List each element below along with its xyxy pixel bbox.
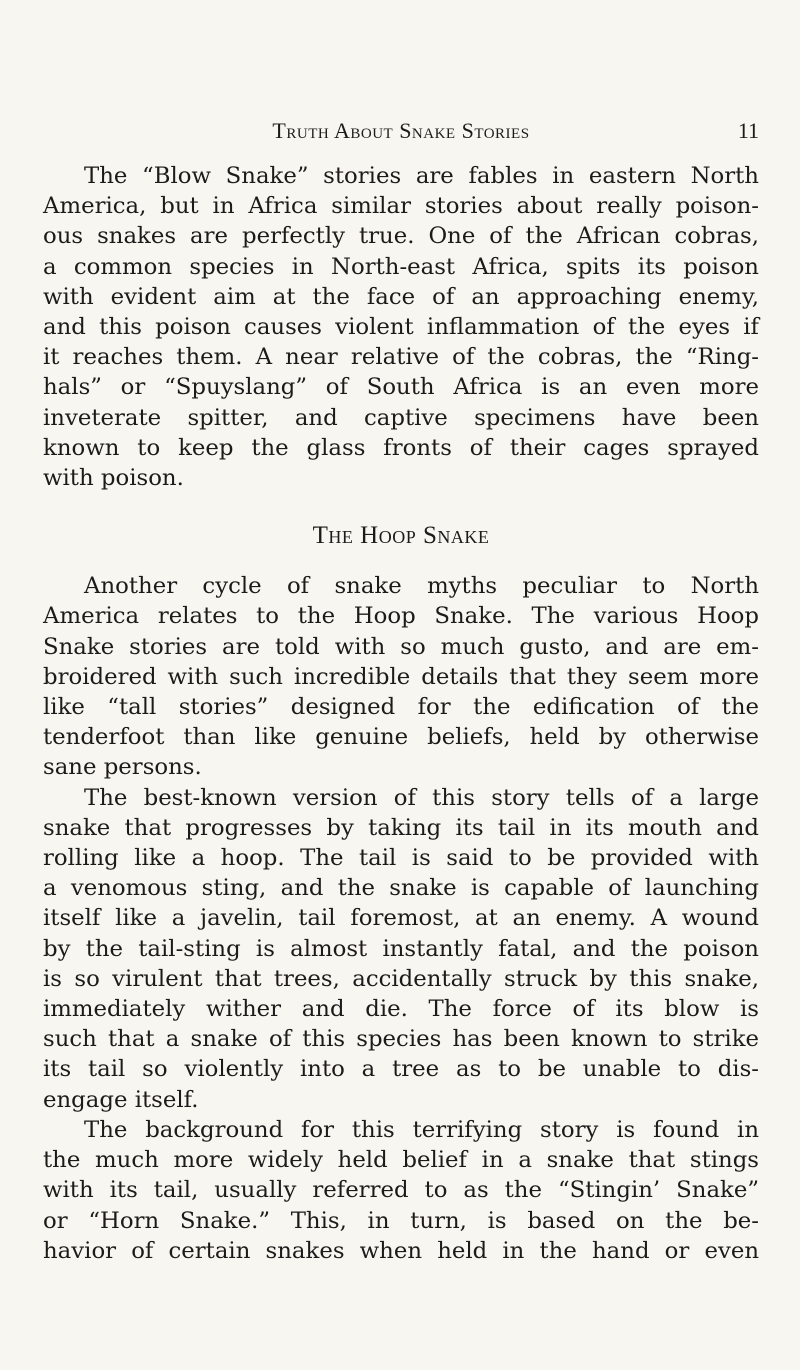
text-line: is so virulent that trees, accidentally struck by this snake, [43, 965, 759, 992]
paragraph-hoop-snake-intro [43, 571, 759, 782]
paragraph-background [43, 1115, 759, 1266]
paragraph-best-known-version [43, 783, 759, 1115]
text-line: inveterate spitter, and captive specimens have been [43, 404, 759, 431]
text-line: rolling like a hoop. The tail is said to be provided with [43, 845, 759, 872]
text-line: and this poison causes violent inflammation of the eyes if [43, 314, 759, 341]
text-line: The background for this terrifying story is found in [84, 1116, 759, 1143]
text-line: America relates to the Hoop Snake. The various Hoop [43, 603, 759, 630]
text-line: a common species in North-east Africa, spits its poison [43, 253, 759, 280]
paragraph-blow-snake [43, 161, 759, 493]
text-line: immediately wither and die. The force of its blow is [43, 996, 759, 1023]
text-line: by the tail-sting is almost instantly fatal, and the poison [43, 935, 759, 962]
text-line: such that a snake of this species has been known to strike [43, 1026, 759, 1053]
text-line: Snake stories are told with so much gusto, and are em- [43, 633, 759, 660]
book-page [43, 112, 759, 1266]
text-line: engage itself. [43, 1086, 199, 1113]
text-line: hals” or “Spuyslang” of South Africa is an even more [43, 374, 759, 401]
section-heading: The Hoop Snake [312, 522, 490, 550]
text-line: itself like a javelin, tail foremost, at an enemy. A wound [43, 905, 759, 932]
text-line: known to keep the glass fronts of their cages sprayed [43, 434, 759, 461]
text-line: the much more widely held belief in a snake that stings [43, 1147, 759, 1174]
text-line: a venomous sting, and the snake is capable of launching [43, 875, 759, 902]
text-line: with poison. [43, 465, 184, 492]
running-head-title: Truth About Snake Stories [272, 118, 530, 143]
text-line: its tail so violently into a tree as to be unable to dis- [43, 1056, 759, 1083]
body-text [43, 161, 759, 1266]
page-number: 11 [737, 118, 759, 143]
text-line: snake that progresses by taking its tail in its mouth and [43, 814, 759, 841]
text-line: The “Blow Snake” stories are fables in eastern North [84, 163, 759, 189]
text-line: America, but in Africa similar stories about really poison- [43, 193, 759, 220]
text-line: like “tall stories” designed for the edification of the [43, 694, 759, 721]
text-line: broidered with such incredible details that they seem more [43, 663, 759, 690]
text-line: or “Horn Snake.” This, in turn, is based on the be- [43, 1207, 759, 1234]
text-line: Another cycle of snake myths peculiar to North [84, 573, 759, 600]
text-line: tenderfoot than like genuine beliefs, held by otherwise [43, 724, 759, 751]
text-line: The best-known version of this story tells of a large [84, 784, 759, 811]
text-line: with its tail, usually referred to as the “Stingin’ Snake” [43, 1177, 759, 1204]
text-line: havior of certain snakes when held in the hand or even [43, 1237, 759, 1264]
text-line: with evident aim at the face of an approaching enemy, [43, 283, 759, 310]
text-line: it reaches them. A near relative of the cobras, the “Ring- [43, 344, 759, 371]
running-head [43, 112, 759, 148]
text-line: ous snakes are perfectly true. One of the African cobras, [43, 223, 759, 250]
text-line: sane persons. [43, 754, 202, 781]
